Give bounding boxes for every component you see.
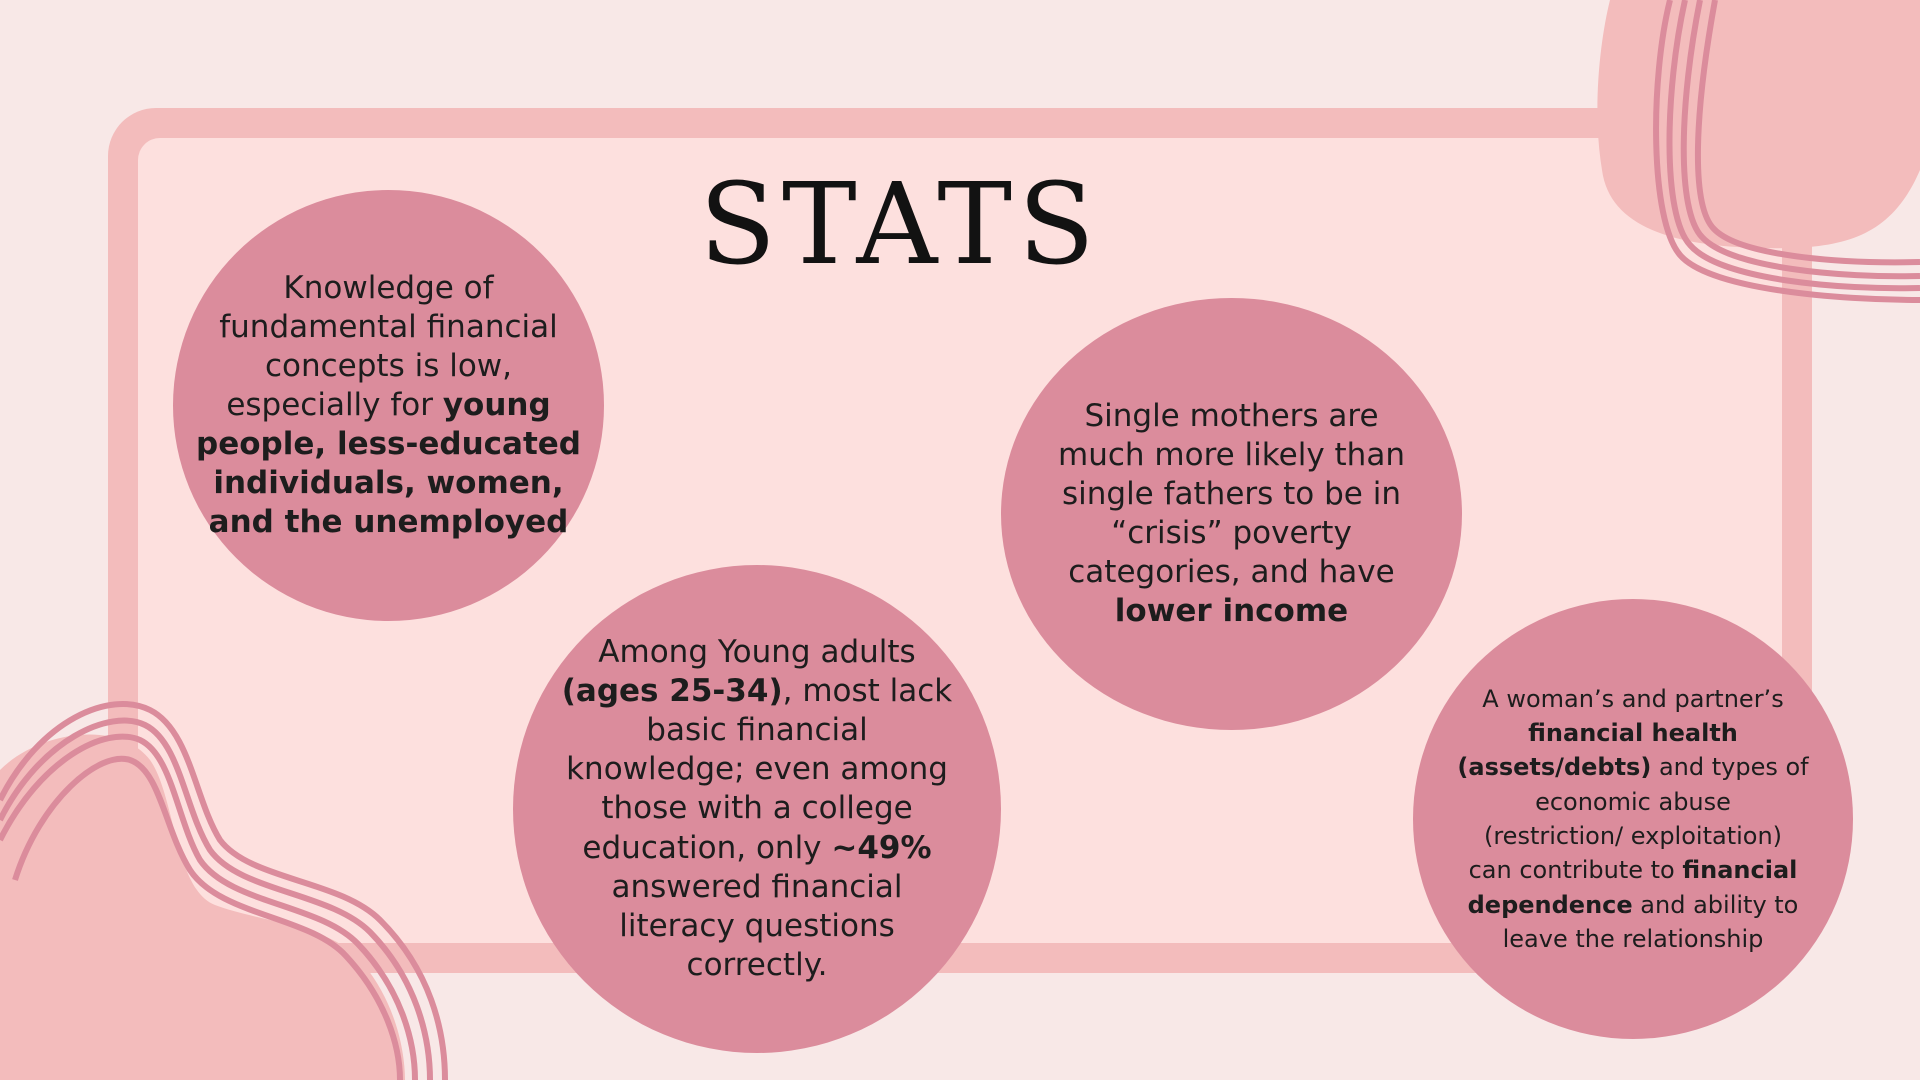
stat-text-segment: and ability to bbox=[1632, 890, 1799, 919]
stat-text-segment: single fathers to be in bbox=[1061, 475, 1401, 512]
stat-text-segment: those with a college bbox=[601, 790, 913, 827]
stat-text-segment: economic abuse bbox=[1535, 787, 1731, 816]
stat-text-segment: education, only bbox=[582, 829, 832, 866]
stat-emphasis: (ages 25-34) bbox=[561, 673, 783, 710]
stat-text-segment: answered financial bbox=[611, 868, 903, 905]
stat-line bbox=[562, 868, 953, 907]
stat-line bbox=[196, 503, 581, 542]
stat-line bbox=[1457, 853, 1808, 887]
stat-emphasis: lower income bbox=[1114, 593, 1349, 630]
stat-line bbox=[562, 907, 953, 946]
bottom-left-blob-decoration bbox=[0, 680, 470, 1080]
stat-line bbox=[1058, 514, 1405, 553]
title-container bbox=[680, 160, 1120, 290]
stat-line bbox=[1457, 819, 1808, 853]
stat-line bbox=[196, 425, 581, 464]
stat-bubble-young-adults bbox=[513, 565, 1001, 1053]
stat-line bbox=[1058, 553, 1405, 592]
stat-line bbox=[1058, 436, 1405, 475]
stat-text bbox=[562, 633, 953, 984]
stat-text-segment: Knowledge of bbox=[283, 269, 494, 306]
stat-text bbox=[1457, 682, 1808, 957]
stat-text-segment: (restriction/ exploitation) bbox=[1483, 822, 1783, 850]
stat-line bbox=[1457, 785, 1808, 819]
stat-line bbox=[1457, 750, 1808, 784]
stat-text-segment: knowledge; even among bbox=[566, 751, 948, 788]
stat-text bbox=[1058, 397, 1405, 631]
stat-line bbox=[562, 672, 953, 711]
stat-text-segment: much more likely than bbox=[1058, 436, 1405, 473]
stat-line bbox=[562, 750, 953, 789]
stat-text-segment: especially for bbox=[226, 386, 443, 423]
stat-text-segment: can contribute to bbox=[1468, 856, 1683, 885]
stat-line bbox=[562, 633, 953, 672]
stat-text-segment: leave the relationship bbox=[1502, 924, 1764, 953]
stat-line bbox=[1058, 475, 1405, 514]
page-title: STATS bbox=[699, 160, 1101, 290]
stat-line bbox=[562, 829, 953, 868]
stat-text-segment: fundamental financial bbox=[219, 308, 558, 345]
stat-emphasis: (assets/debts) bbox=[1457, 753, 1652, 782]
stat-line bbox=[562, 789, 953, 828]
stat-text-segment: A woman’s and partner’s bbox=[1482, 684, 1784, 713]
stat-line bbox=[562, 711, 953, 750]
stat-emphasis: people, less-educated bbox=[196, 426, 581, 463]
top-right-blob-decoration bbox=[1590, 0, 1920, 330]
stat-text-segment: literacy questions bbox=[619, 907, 895, 944]
stat-line bbox=[1058, 592, 1405, 631]
stat-line bbox=[196, 464, 581, 503]
stat-line bbox=[196, 386, 581, 425]
stat-text-segment: “crisis” poverty bbox=[1111, 515, 1352, 551]
stat-text-segment: basic financial bbox=[646, 712, 868, 749]
stat-line bbox=[1457, 682, 1808, 716]
stat-text-segment: categories, and have bbox=[1068, 554, 1395, 591]
stat-emphasis: dependence bbox=[1467, 890, 1633, 919]
stat-text bbox=[196, 269, 581, 542]
stat-emphasis: individuals, women, bbox=[213, 465, 564, 502]
stat-line bbox=[196, 269, 581, 308]
stat-text-segment: Single mothers are bbox=[1084, 397, 1379, 434]
stat-bubble-financial-knowledge bbox=[173, 190, 604, 621]
stat-text-segment: concepts is low, bbox=[264, 347, 513, 384]
stat-text-segment: and types of bbox=[1651, 753, 1809, 782]
stat-emphasis: and the unemployed bbox=[208, 504, 569, 541]
stat-line bbox=[196, 347, 581, 386]
stat-line bbox=[196, 308, 581, 347]
stat-bubble-single-mothers bbox=[1001, 298, 1462, 730]
stat-emphasis: young bbox=[442, 386, 551, 423]
stat-line bbox=[1457, 716, 1808, 750]
stat-bubble-economic-abuse bbox=[1413, 599, 1853, 1039]
stat-emphasis: financial health bbox=[1528, 719, 1738, 748]
stat-text-segment: , most lack bbox=[782, 673, 953, 710]
stat-line bbox=[1058, 397, 1405, 436]
stat-line bbox=[1457, 922, 1808, 956]
stat-line bbox=[562, 946, 953, 985]
stat-emphasis: financial bbox=[1682, 856, 1798, 885]
stat-line bbox=[1457, 888, 1808, 922]
stat-text-segment: correctly. bbox=[686, 946, 828, 983]
stat-emphasis: ~49% bbox=[831, 829, 932, 866]
stat-text-segment: Among Young adults bbox=[598, 634, 916, 671]
